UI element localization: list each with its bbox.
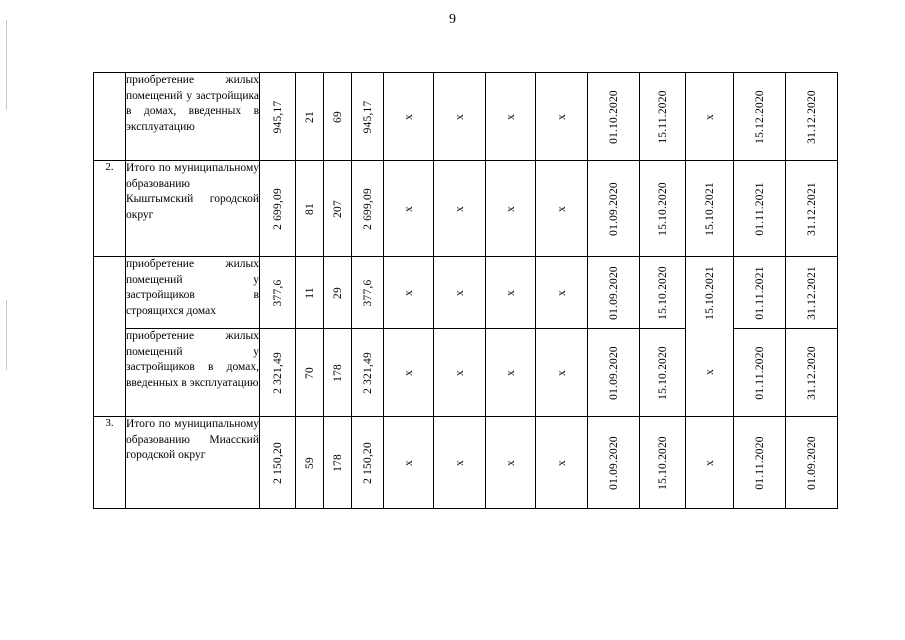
row-number: 2. — [94, 161, 126, 257]
row-name: приобретение жилых помещений у застройщика в домах, введенных в эксплуатацию — [126, 73, 260, 161]
row-name: Итого по муниципальному образованию Миасский городской округ — [126, 417, 260, 509]
table-row — [94, 161, 838, 257]
table-cell: х — [536, 329, 588, 417]
row-name: Итого по муниципальному образованию Кыштымский городской округ — [126, 161, 260, 257]
table-cell: х — [686, 417, 734, 509]
table-cell: х — [434, 73, 486, 161]
table-cell: х — [486, 257, 536, 329]
table-cell: х — [384, 161, 434, 257]
table-cell: 377,6 — [260, 257, 296, 329]
table-cell: х — [536, 73, 588, 161]
table-cell: х — [384, 257, 434, 329]
table-cell: 15.10.2021 — [686, 161, 734, 257]
table-cell: 2 321,49 — [260, 329, 296, 417]
table-cell: х — [536, 257, 588, 329]
table-cell: х — [384, 73, 434, 161]
program-table — [93, 72, 838, 509]
table-cell: 01.11.2020 — [734, 329, 786, 417]
table-cell: 01.09.2020 — [588, 257, 640, 329]
table-cell: 29 — [324, 257, 352, 329]
table-cell: х — [384, 329, 434, 417]
table-cell: 01.11.2021 — [734, 257, 786, 329]
table-cell: 01.09.2020 — [588, 161, 640, 257]
table-cell: х — [486, 161, 536, 257]
table-cell: 2 321,49 — [352, 329, 384, 417]
table-cell: х — [434, 329, 486, 417]
table-cell: 945,17 — [352, 73, 384, 161]
table-cell: 15.10.2020 — [640, 257, 686, 329]
table-cell: х — [434, 257, 486, 329]
table-row — [94, 417, 838, 509]
table-cell: 2 699,09 — [352, 161, 384, 257]
table-cell: х — [486, 73, 536, 161]
table-cell: 945,17 — [260, 73, 296, 161]
table-row — [94, 329, 838, 417]
table-cell: 15.10.2021 — [686, 257, 734, 329]
table-cell: 15.10.2020 — [640, 329, 686, 417]
table-cell: 2 150,20 — [352, 417, 384, 509]
table-cell: 31.12.2020 — [786, 73, 838, 161]
table-cell: 21 — [296, 73, 324, 161]
table-cell: 01.09.2020 — [588, 417, 640, 509]
table-cell: х — [434, 161, 486, 257]
table-cell: 01.09.2020 — [588, 329, 640, 417]
table-cell: 207 — [324, 161, 352, 257]
table-cell: х — [686, 329, 734, 417]
table-cell: х — [686, 73, 734, 161]
scan-margin-line — [6, 300, 7, 370]
table-row — [94, 257, 838, 329]
table-cell: 69 — [324, 73, 352, 161]
table-cell: х — [384, 417, 434, 509]
table-cell: 11 — [296, 257, 324, 329]
row-number: 3. — [94, 417, 126, 509]
table-cell: 377,6 — [352, 257, 384, 329]
table-cell: 59 — [296, 417, 324, 509]
scan-margin-line — [6, 20, 7, 110]
table-cell: 15.10.2020 — [640, 417, 686, 509]
table-cell: 81 — [296, 161, 324, 257]
row-number — [94, 329, 126, 417]
table-cell: х — [536, 161, 588, 257]
page-number: 9 — [449, 12, 456, 27]
row-name: приобретение жилых помещений у застройщиков в домах, введенных в эксплуатацию — [126, 329, 260, 417]
table-cell: 178 — [324, 329, 352, 417]
table-cell: 2 699,09 — [260, 161, 296, 257]
table-cell: 31.12.2021 — [786, 257, 838, 329]
table-cell: 15.12.2020 — [734, 73, 786, 161]
table-cell: 15.10.2020 — [640, 161, 686, 257]
table-cell: 31.12.2021 — [786, 161, 838, 257]
table-cell: 2 150,20 — [260, 417, 296, 509]
row-name: приобретение жилых помещений у застройщиков в строящихся домах — [126, 257, 260, 329]
table-cell: 01.11.2021 — [734, 161, 786, 257]
table-cell: 01.09.2020 — [786, 417, 838, 509]
table-cell: 01.11.2020 — [734, 417, 786, 509]
table-cell: х — [486, 329, 536, 417]
row-number — [94, 257, 126, 329]
row-number — [94, 73, 126, 161]
table-cell: 31.12.2020 — [786, 329, 838, 417]
table-cell: х — [536, 417, 588, 509]
table-row — [94, 73, 838, 161]
table-cell: 178 — [324, 417, 352, 509]
table-cell: 70 — [296, 329, 324, 417]
table-cell: 01.10.2020 — [588, 73, 640, 161]
table-cell: х — [434, 417, 486, 509]
table-cell: 15.11.2020 — [640, 73, 686, 161]
table-cell: х — [486, 417, 536, 509]
